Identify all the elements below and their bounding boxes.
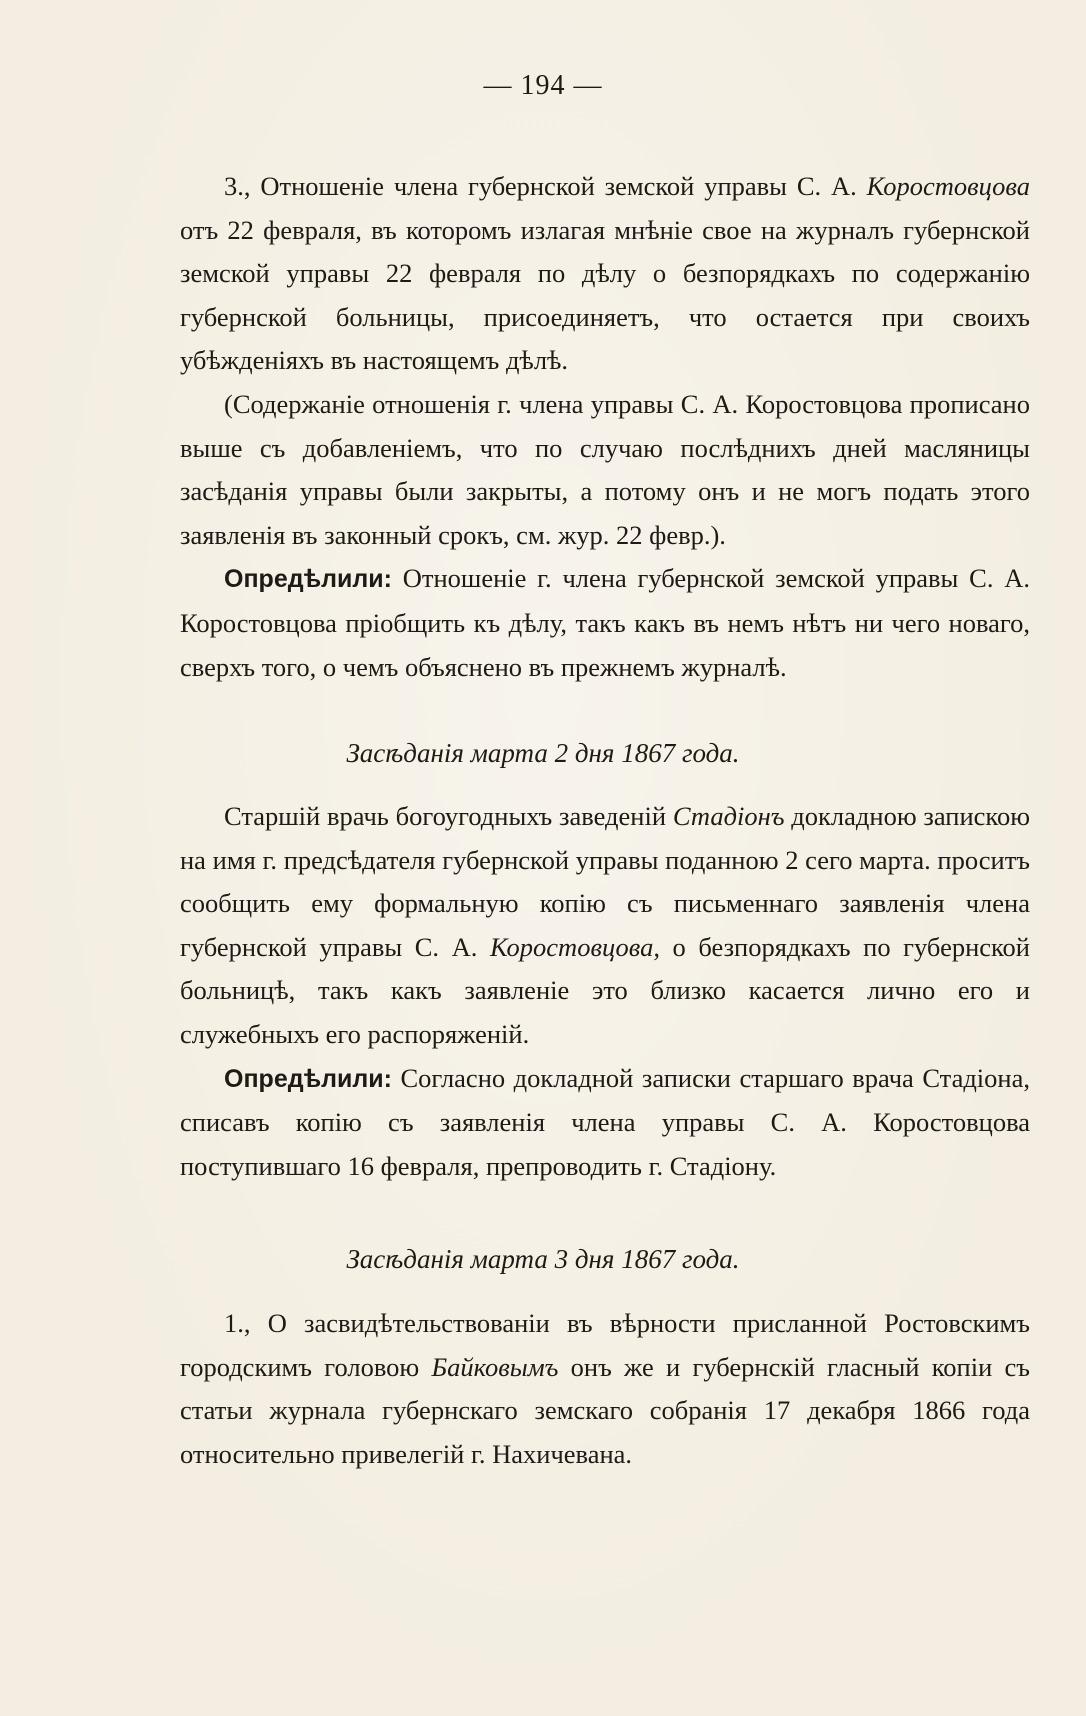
text-run: отъ 22 февраля, въ которомъ излагая мнѣніе свое на журналъ губернской земской управы 22 февраля по дѣлу о безпорядкахъ по содержанію губернской больницы, присоединяетъ, что остается при своихъ убѣжденіяхъ въ настоящемъ дѣлѣ.	[180, 214, 1030, 376]
paragraph	[180, 165, 1030, 383]
session-heading: Засѣданія марта 3 дня 1867 года.	[346, 1244, 740, 1274]
session-march-2-body	[180, 795, 1030, 1188]
session-march-3-body	[180, 1302, 1030, 1476]
paragraph	[180, 1302, 1030, 1476]
resolution-paragraph	[180, 1057, 1030, 1189]
resolution-paragraph	[180, 557, 1030, 689]
person-name: Байковымъ	[431, 1351, 559, 1382]
resolution-label: Опредѣлили:	[224, 565, 392, 594]
paragraph: (Содержаніе отношенія г. члена управы С. А. Коростовцова прописано выше съ добавленіемъ, что по случаю послѣднихъ дней масляницы засѣданія управы были закрыты, а потому онъ и не могъ подать этого заявленія въ законный срокъ, см. жур. 22 февр.).	[180, 388, 1030, 550]
resolution-label: Опредѣлили:	[224, 1064, 392, 1093]
text-run: Старшій врачь богоугодныхъ заведеній	[224, 801, 673, 831]
text-run: докладною запискою на имя г. предсѣдателя губернской управы поданною 2 сего марта. проситъ сообщить ему формальную копію съ письменнаго заявленія члена губернской управы С. А.	[180, 801, 1030, 962]
paragraph	[180, 795, 1030, 1057]
text-run: 1., О засвидѣтельствованіи въ вѣрности присланной Ростовскимъ городскимъ головою	[180, 1308, 1030, 1382]
text-run: онъ же и губернскій гласный копіи съ статьи журнала губернскаго земскаго собранія 17 декабря 1866 года относительно привелегій г. Нахичевана.	[180, 1351, 1030, 1469]
text-run: Согласно докладной записки старшаго врача Стадіона, списавъ копію съ заявленія члена управы С. А. Коростовцова поступившаго 16 февраля, препроводить г. Стадіону.	[180, 1062, 1030, 1181]
person-name: Коростовцова	[866, 171, 1030, 201]
text-run: 3., Отношеніе члена губернской земской управы С. А.	[224, 171, 867, 201]
session-heading: Засѣданія марта 2 дня 1867 года.	[346, 738, 740, 768]
section-item-3	[180, 165, 1030, 689]
text-run: о безпорядкахъ по губернской больницѣ, такъ какъ заявленіе это близко касается лично его и служебныхъ его распоряженій.	[180, 931, 1030, 1049]
person-name: Стадіонъ	[672, 801, 785, 831]
text-run: Отношеніе г. члена губернской земской управы С. А. Коростовцова пріобщить къ дѣлу, такъ какъ въ немъ нѣтъ ни чего новаго, сверхъ того, о чемъ объяснено въ прежнемъ журналѣ.	[180, 563, 1030, 682]
page-number: — 194 —	[483, 70, 603, 101]
person-name: Коростовцова,	[489, 931, 660, 962]
